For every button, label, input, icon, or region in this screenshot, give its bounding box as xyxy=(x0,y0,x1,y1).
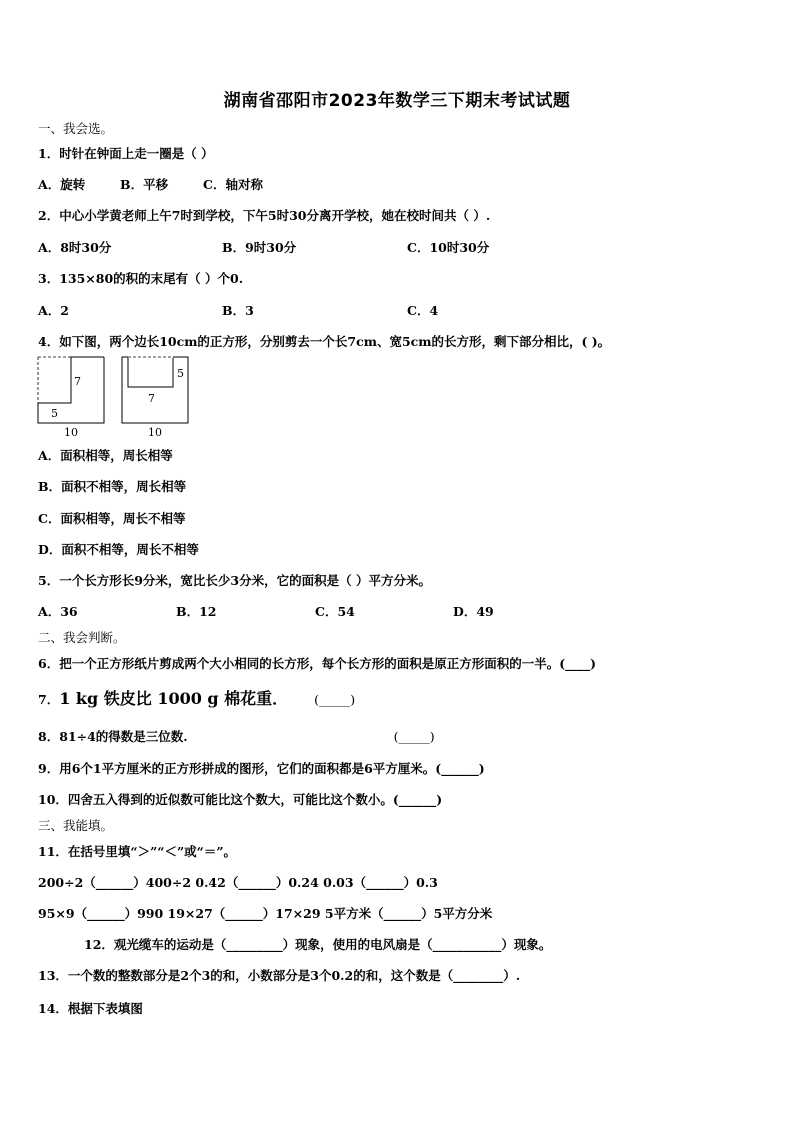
q2-option-b: B．9时30分 xyxy=(222,240,297,255)
section-heading-fill: 三、我能填。 xyxy=(38,818,114,833)
q2-option-a: A．8时30分 xyxy=(38,240,112,255)
question-13: 13．一个数的整数部分是2个3的和，小数部分是3个0.2的和，这个数是（________）. xyxy=(38,968,521,983)
q8-blank: (_____) xyxy=(393,729,435,744)
fig1-label-5: 5 xyxy=(51,407,58,420)
q4-option-c: C．面积相等，周长不相等 xyxy=(38,511,186,526)
q4-option-a: A．面积相等，周长相等 xyxy=(38,448,173,463)
question-3: 3．135×80的积的末尾有（ ）个0. xyxy=(38,271,244,286)
question-2: 2．中心小学黄老师上午7时到学校，下午5时30分离开学校，她在校时间共（ ）. xyxy=(38,208,491,223)
fig2-label-10: 10 xyxy=(148,426,162,439)
question-11: 11．在括号里填“＞”“＜”或“＝”。 xyxy=(38,844,237,859)
q11-row-2: 95×9（______）990 19×27（______）17×29 5平方米（______）5平方分米 xyxy=(38,906,493,921)
fig2-label-7: 7 xyxy=(148,392,155,405)
q1-option-b: B．平移 xyxy=(120,177,169,192)
q5-option-d: D．49 xyxy=(453,604,494,619)
question-7 xyxy=(38,691,355,708)
q3-option-c: C．4 xyxy=(407,303,439,318)
question-9: 9．用6个1平方厘米的正方形拼成的图形，它们的面积都是6平方厘米。(______) xyxy=(38,761,485,776)
q11-row-1: 200÷2（______）400÷2 0.42（______）0.24 0.03（______）0.3 xyxy=(38,875,438,890)
q3-option-b: B．3 xyxy=(222,303,254,318)
section-heading-choose: 一、我会选。 xyxy=(38,121,114,136)
figure-1 xyxy=(38,357,104,439)
q4-option-d: D．面积不相等，周长不相等 xyxy=(38,542,199,557)
q2-option-c: C．10时30分 xyxy=(407,240,490,255)
fig1-label-10: 10 xyxy=(64,426,78,439)
question-1: 1．时针在钟面上走一圈是（ ） xyxy=(38,146,214,161)
q4-option-b: B．面积不相等，周长相等 xyxy=(38,479,187,494)
q5-option-b: B．12 xyxy=(176,604,217,619)
question-12: 12．观光缆车的运动是（_________）现象，使用的电风扇是（___________）现象。 xyxy=(84,937,552,952)
fig2-label-5: 5 xyxy=(177,367,184,380)
question-4: 4．如下图，两个边长10cm的正方形，分别剪去一个长7cm、宽5cm的长方形，剩下部分相比，( )。 xyxy=(38,334,611,349)
figure-2 xyxy=(122,357,188,439)
q7-number: 7． xyxy=(38,692,60,707)
question-5: 5．一个长方形长9分米，宽比长少3分米，它的面积是（ ）平方分米。 xyxy=(38,573,431,588)
section-heading-judge: 二、我会判断。 xyxy=(38,630,126,645)
q8-text: 8．81÷4的得数是三位数. xyxy=(38,729,188,744)
q7-text: 1 kg 铁皮比 1000 g 棉花重． xyxy=(59,689,289,708)
q3-option-a: A．2 xyxy=(38,303,69,318)
question-8 xyxy=(38,729,435,745)
q1-option-c: C．轴对称 xyxy=(203,177,263,192)
fig1-label-7: 7 xyxy=(74,375,81,388)
page-title: 湖南省邵阳市2023年数学三下期末考试试题 xyxy=(223,91,571,111)
q5-option-c: C．54 xyxy=(315,604,355,619)
question-6: 6．把一个正方形纸片剪成两个大小相同的长方形，每个长方形的面积是原正方形面积的一半。(____) xyxy=(38,656,597,671)
question-10: 10．四舍五入得到的近似数可能比这个数大，可能比这个数小。(______) xyxy=(38,792,443,807)
q7-blank: (_____) xyxy=(314,692,356,707)
q5-option-a: A．36 xyxy=(38,604,78,619)
question-14: 14．根据下表填图 xyxy=(38,1001,143,1016)
q1-option-a: A．旋转 xyxy=(38,177,86,192)
square-figures xyxy=(36,355,206,439)
